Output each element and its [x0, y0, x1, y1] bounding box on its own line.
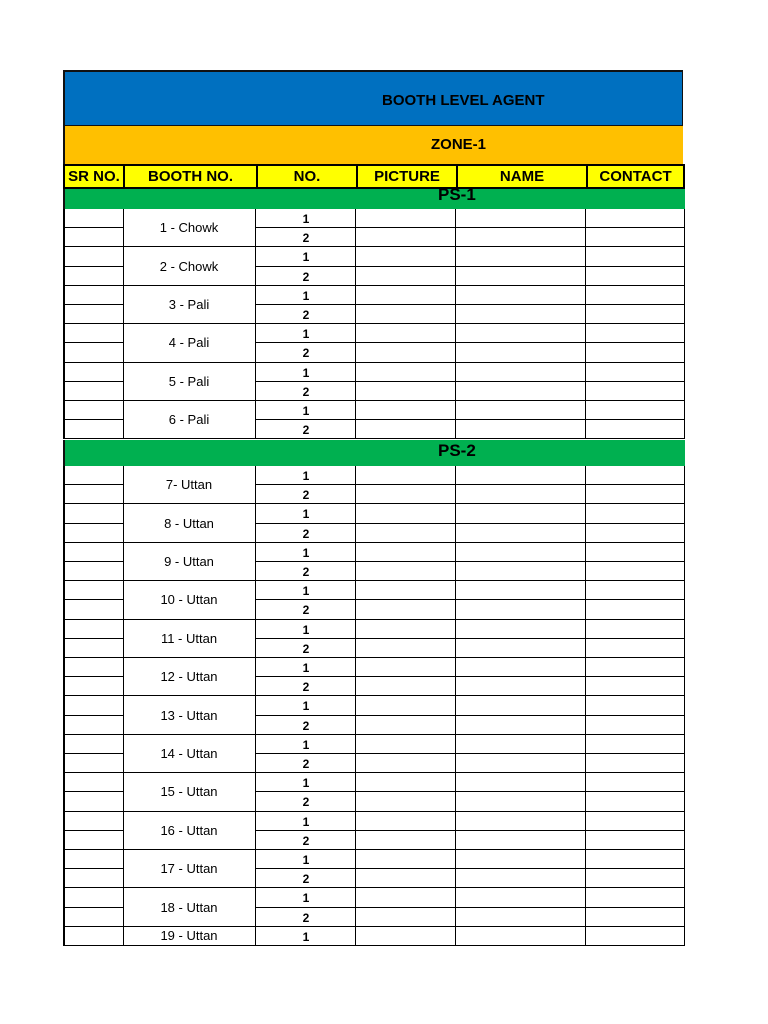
row-line — [63, 342, 123, 343]
booth-name-cell: 13 - Uttan — [160, 707, 218, 723]
row-line — [255, 638, 685, 639]
row-line — [255, 561, 685, 562]
booth-name-cell: 12 - Uttan — [160, 669, 218, 685]
booth-name-cell: 11 - Uttan — [160, 630, 218, 646]
booth-name-cell: 4 - Pali — [168, 335, 210, 351]
agent-number-cell: 2 — [302, 872, 310, 887]
agent-number-cell: 1 — [302, 891, 310, 906]
row-line — [63, 772, 685, 773]
header-contact: CONTACT — [599, 168, 672, 185]
polling-station-label: PS-2 — [438, 441, 476, 460]
agent-number-cell: 1 — [302, 699, 310, 714]
row-line — [63, 926, 685, 927]
grid-column-line — [455, 209, 456, 439]
zone-bar — [63, 126, 683, 164]
grid-column-line — [585, 466, 586, 946]
agent-number-cell: 1 — [302, 737, 310, 752]
header-picture: PICTURE — [358, 166, 458, 187]
row-line — [63, 695, 685, 696]
agent-number-cell: 2 — [302, 641, 310, 656]
agent-number-cell: 2 — [302, 488, 310, 503]
agent-number-cell: 2 — [302, 231, 310, 246]
row-line — [63, 907, 123, 908]
booth-name-cell: 15 - Uttan — [160, 784, 218, 800]
agent-number-cell: 2 — [302, 718, 310, 733]
row-line — [255, 868, 685, 869]
row-line — [63, 400, 685, 401]
row-line — [63, 830, 123, 831]
agent-number-cell: 1 — [302, 212, 310, 226]
row-line — [63, 304, 123, 305]
booth-name-cell: 18 - Uttan — [160, 899, 218, 915]
booth-name-cell: 9 - Uttan — [164, 554, 214, 569]
row-line — [63, 419, 123, 420]
row-line — [63, 246, 685, 247]
polling-station-bar — [63, 440, 685, 466]
row-line — [63, 734, 685, 735]
agent-number-cell: 1 — [302, 365, 310, 380]
grid-column-line — [684, 466, 685, 946]
polling-station-label: PS-1 — [438, 185, 476, 204]
agent-number-cell: 2 — [302, 526, 310, 541]
row-line — [63, 323, 685, 324]
row-line — [63, 715, 123, 716]
agent-number-cell: 1 — [302, 929, 310, 944]
agent-number-cell: 2 — [302, 910, 310, 925]
agent-number-cell: 2 — [302, 603, 310, 618]
row-line — [63, 503, 685, 504]
row-line — [255, 715, 685, 716]
agent-number-cell: 1 — [302, 327, 310, 342]
agent-number-cell: 1 — [302, 288, 310, 303]
row-line — [63, 811, 685, 812]
agent-number-cell: 2 — [302, 423, 310, 438]
agent-number-cell: 1 — [302, 622, 310, 637]
polling-station-bar — [63, 185, 685, 209]
booth-name-cell: 19 - Uttan — [160, 928, 218, 944]
booth-name-cell: 16 - Uttan — [160, 822, 218, 838]
row-line — [63, 657, 685, 658]
row-line — [63, 619, 685, 620]
grid-column-line — [63, 209, 65, 439]
row-line — [255, 419, 685, 420]
booth-name-cell: 14 - Uttan — [160, 746, 218, 761]
header-no: NO. — [258, 166, 358, 187]
booth-name-cell: 17 - Uttan — [160, 861, 218, 877]
row-line — [255, 830, 685, 831]
agent-number-cell: 2 — [302, 757, 310, 771]
row-line — [255, 753, 685, 754]
header-row — [63, 164, 685, 189]
booth-name-cell: 1 - Chowk — [159, 220, 219, 236]
agent-number-cell: 1 — [302, 584, 310, 599]
agent-number-cell: 1 — [302, 469, 310, 483]
row-line — [63, 638, 123, 639]
row-line — [255, 381, 685, 382]
row-line — [63, 887, 685, 888]
row-line — [255, 599, 685, 600]
agent-number-cell: 2 — [302, 269, 310, 284]
grid-column-line — [123, 209, 124, 439]
booth-name-cell: 10 - Uttan — [160, 592, 218, 608]
row-line — [63, 362, 685, 363]
agent-number-cell: 1 — [302, 853, 310, 867]
booth-name-cell: 8 - Uttan — [164, 515, 214, 531]
grid-column-line — [455, 466, 456, 946]
agent-number-cell: 1 — [302, 776, 310, 791]
agent-number-cell: 1 — [302, 545, 310, 560]
agent-number-cell: 2 — [302, 795, 310, 810]
agent-number-cell: 2 — [302, 346, 310, 361]
row-line — [63, 868, 123, 869]
booth-table-section — [63, 466, 685, 946]
row-line — [63, 791, 123, 792]
row-line — [255, 484, 685, 485]
header-name: NAME — [458, 166, 588, 187]
row-line — [63, 849, 685, 850]
title-bar — [63, 70, 683, 126]
row-line — [63, 753, 123, 754]
grid-column-line — [585, 209, 586, 439]
row-line — [63, 561, 123, 562]
booth-agent-sheet — [63, 70, 685, 947]
booth-name-cell: 3 - Pali — [168, 297, 210, 312]
agent-number-cell: 2 — [302, 680, 310, 695]
grid-column-line — [63, 466, 65, 946]
booth-name-cell: 5 - Pali — [168, 373, 210, 389]
row-line — [255, 266, 685, 267]
agent-number-cell: 1 — [302, 250, 310, 265]
zone-label: ZONE-1 — [431, 136, 487, 153]
row-line — [63, 542, 685, 543]
row-line — [63, 676, 123, 677]
row-line — [63, 381, 123, 382]
row-line — [63, 285, 685, 286]
header-sr-no: SR NO. — [65, 166, 125, 187]
row-line — [63, 580, 685, 581]
row-line — [255, 227, 685, 228]
booth-table-section — [63, 209, 685, 439]
row-line — [255, 342, 685, 343]
row-line — [63, 266, 123, 267]
row-line — [63, 484, 123, 485]
agent-number-cell: 1 — [302, 404, 310, 418]
agent-number-cell: 2 — [302, 565, 310, 579]
row-line — [63, 227, 123, 228]
agent-number-cell: 1 — [302, 814, 310, 829]
booth-name-cell: 2 - Chowk — [159, 258, 219, 274]
sheet-title: BOOTH LEVEL AGENT — [382, 92, 545, 109]
agent-number-cell: 1 — [302, 507, 310, 522]
booth-name-cell: 7- Uttan — [165, 477, 213, 493]
agent-number-cell: 1 — [302, 661, 310, 675]
booth-name-cell: 6 - Pali — [168, 412, 210, 428]
agent-number-cell: 2 — [302, 308, 310, 322]
row-line — [255, 676, 685, 677]
row-line — [255, 304, 685, 305]
row-line — [255, 523, 685, 524]
row-line — [255, 907, 685, 908]
agent-number-cell: 2 — [302, 384, 310, 399]
header-booth-no: BOOTH NO. — [125, 166, 258, 187]
row-line — [63, 599, 123, 600]
row-line — [63, 945, 685, 946]
row-line — [63, 523, 123, 524]
grid-column-line — [684, 209, 685, 439]
row-line — [255, 791, 685, 792]
agent-number-cell: 2 — [302, 833, 310, 848]
